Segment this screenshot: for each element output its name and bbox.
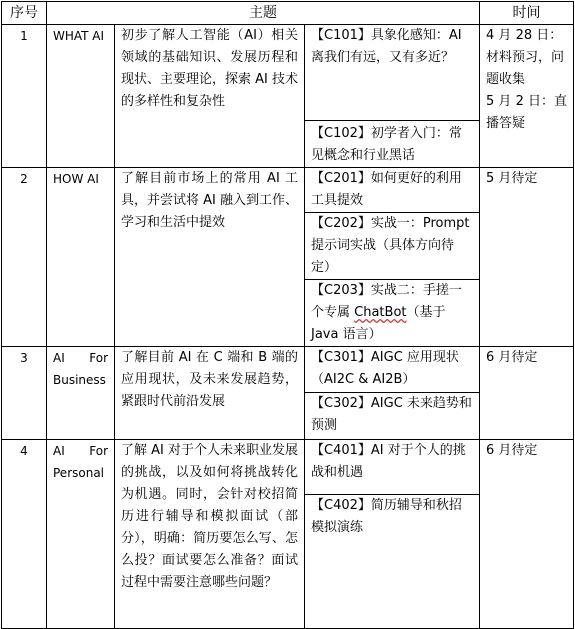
header-time: 时间 — [480, 2, 574, 25]
time-line: 5 月待定 — [486, 171, 538, 186]
time-cell — [480, 347, 574, 440]
course-cell: 【C402】简历辅导和秋招模拟演练 — [305, 495, 480, 629]
course-cell: 【C101】具象化感知：AI 离我们有远，又有多近？ — [305, 25, 480, 121]
table-row — [2, 168, 574, 213]
row-number: 4 — [2, 440, 47, 629]
module-name: AI For Business — [47, 347, 115, 440]
module-name: AI For Personal — [47, 440, 115, 629]
time-cell — [480, 440, 574, 629]
row-number: 1 — [2, 25, 47, 168]
module-goal: 了解目前市场上的常用 AI 工具，并尝试将 AI 融入到工作、学习和生活中提效 — [115, 168, 305, 347]
header-topic: 主题 — [47, 2, 480, 25]
module-name: WHAT AI — [47, 25, 115, 168]
course-text: （基于 Java 语言） — [311, 305, 446, 342]
course-cell: 【C202】实战一：Prompt 提示词实战（具体方向待定） — [305, 213, 480, 280]
course-cell: 【C401】AI 对于个人的挑战和机遇 — [305, 440, 480, 495]
time-cell — [480, 25, 574, 168]
table-row — [2, 347, 574, 393]
row-number: 2 — [2, 168, 47, 347]
course-cell: 【C201】如何更好的利用工具提效 — [305, 168, 480, 213]
course-cell: 【C102】初学者入门：常见概念和行业黑话 — [305, 121, 480, 168]
header-seq: 序号 — [2, 2, 47, 25]
time-line: 6 月待定 — [486, 350, 538, 365]
module-goal: 了解目前 AI 在 C 端和 B 端的应用现状，及未来发展趋势，紧跟时代前沿发展 — [115, 347, 305, 440]
table-row — [2, 440, 574, 495]
table-header-row — [2, 2, 574, 25]
course-cell: 【C301】AIGC 应用现状（AI2C & AI2B） — [305, 347, 480, 393]
time-line: 5 月 2 日：直播答疑 — [486, 94, 567, 131]
module-name: HOW AI — [47, 168, 115, 347]
row-number: 3 — [2, 347, 47, 440]
course-cell — [305, 280, 480, 347]
module-goal: 了解 AI 对于个人未来职业发展的挑战，以及如何将挑战转化为机遇。同时，会针对校招简历进行辅导和模拟面试（部分），明确：简历要怎么写、怎么投？面试要怎么准备？面试过程中需要注意哪些问题？ — [115, 440, 305, 629]
time-line: 4 月 28 日：材料预习，问题收集 — [486, 28, 565, 87]
course-cell: 【C302】AIGC 未来趋势和预测 — [305, 393, 480, 440]
course-schedule-table — [1, 1, 574, 629]
time-cell — [480, 168, 574, 347]
time-line: 6 月待定 — [486, 443, 538, 458]
chatbot-word: ChatBot — [354, 305, 407, 320]
module-goal: 初步了解人工智能（AI）相关领域的基础知识、发展历程和现状、主要理论，探索 AI 技术的多样性和复杂性 — [115, 25, 305, 168]
table-row — [2, 25, 574, 121]
course-text: 【C203】实战二：手搓一个专属 — [311, 283, 462, 320]
